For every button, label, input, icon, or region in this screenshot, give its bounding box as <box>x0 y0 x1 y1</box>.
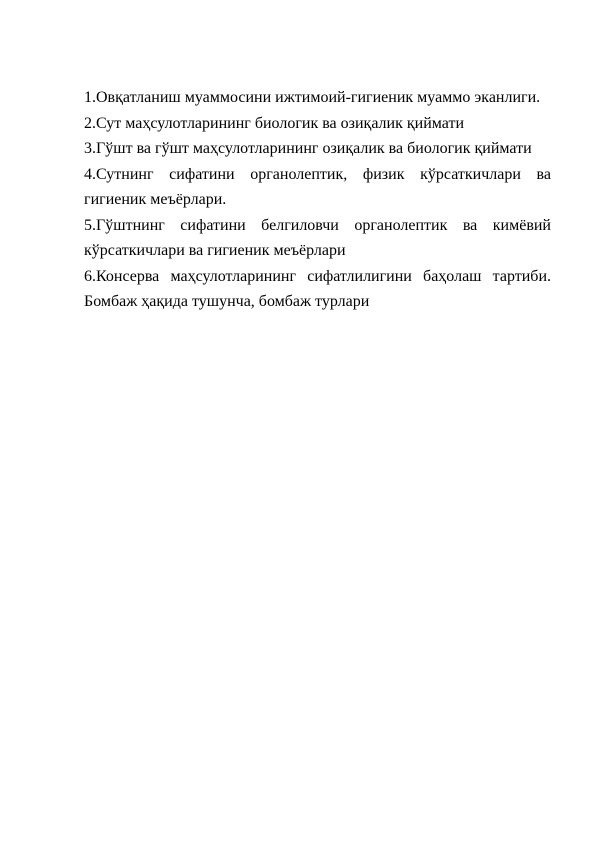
list-item: 5.Гўштнинг сифатини белгиловчи органолептик ва кимёвий кўрсаткичлари ва гигиеник меъёрлари <box>84 216 551 259</box>
list-item: 4.Сутнинг сифатини органолептик, физик кўрсаткичлари ва гигиеник меъёрлари. <box>84 165 551 208</box>
list-item: 3.Гўшт ва гўшт маҳсулотларининг озиқалик ва биологик қиймати <box>84 140 532 157</box>
question-list <box>84 85 551 315</box>
list-item: 1.Овқатланиш муаммосини ижтимоий-гигиеник муаммо эканлиги. <box>84 89 541 106</box>
list-item: 2.Сут маҳсулотларининг биологик ва озиқалик қиймати <box>84 114 465 132</box>
list-item: 6.Консерва маҳсулотларининг сифатлилигини баҳолаш тартиби. Бомбаж ҳақида тушунча, бомбаж турлари <box>84 267 551 310</box>
